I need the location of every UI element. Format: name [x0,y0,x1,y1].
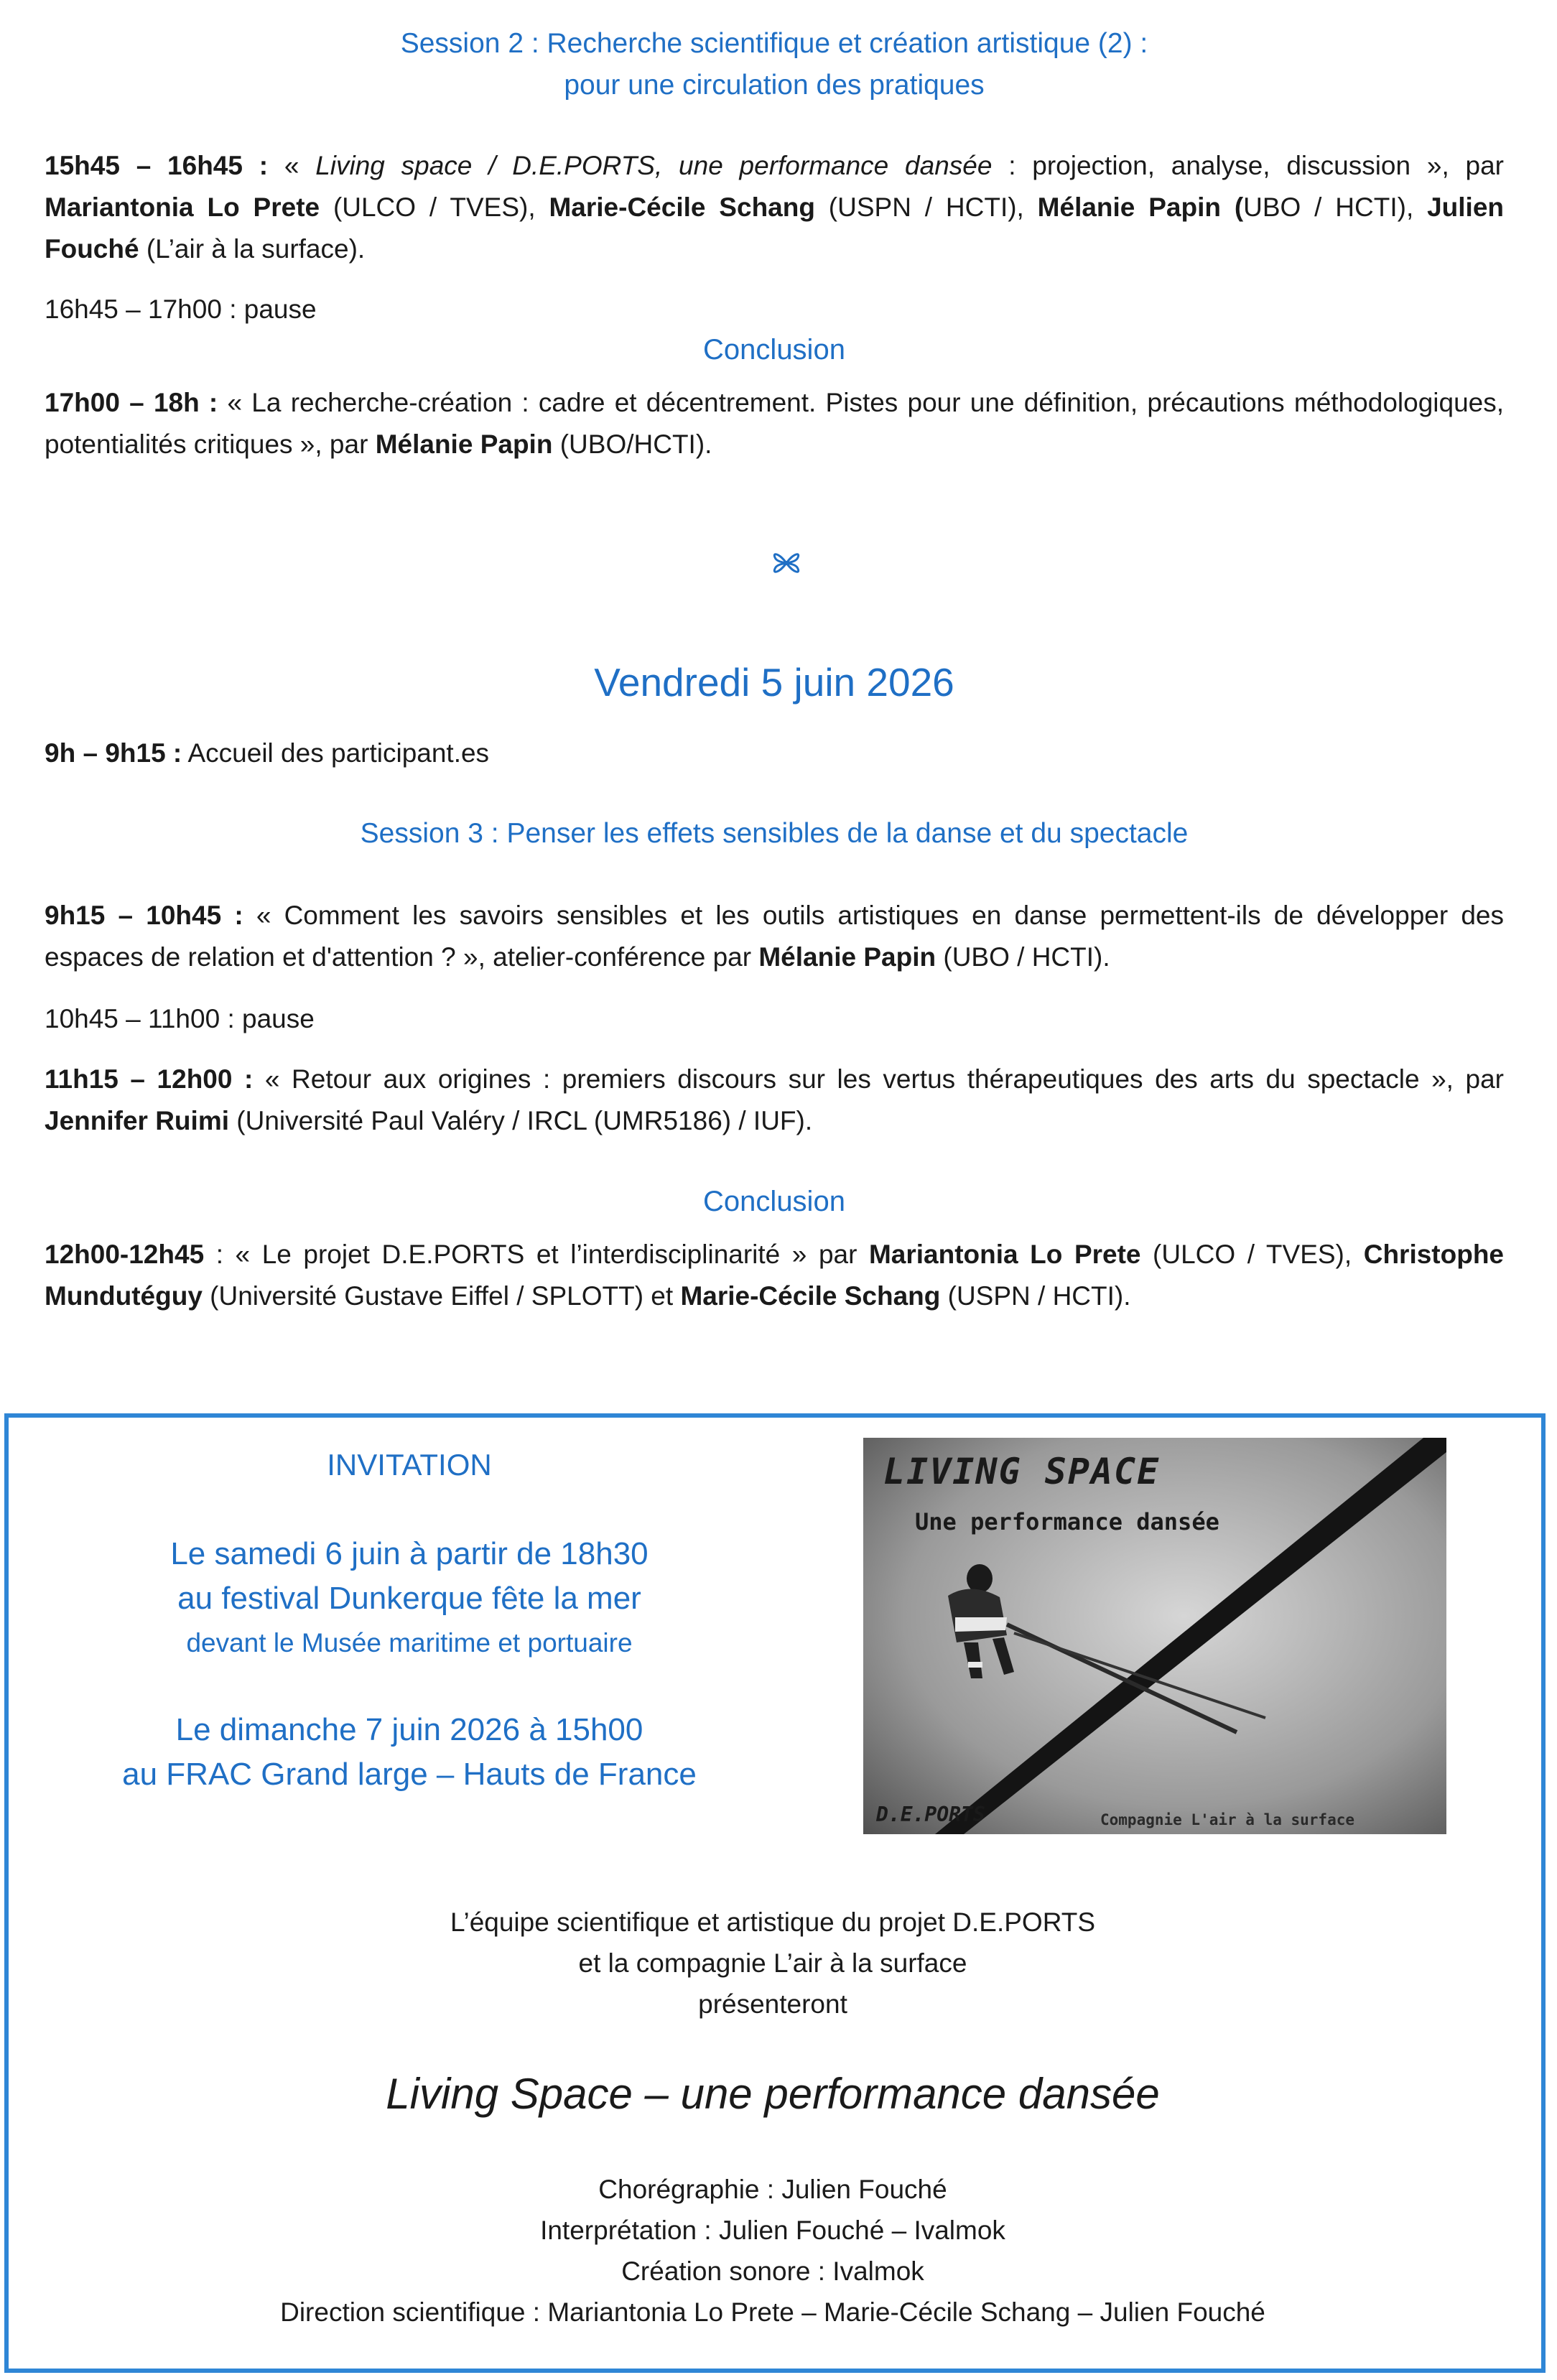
item3-time: 9h15 – 10h45 : [45,901,243,930]
invitation-line1: Le samedi 6 juin à partir de 18h30 [170,1536,649,1571]
poster-caption-right: Compagnie L'air à la surface [1100,1811,1355,1828]
pause-2: 10h45 – 11h00 : pause [45,1004,315,1033]
invitation-heading: INVITATION [327,1448,492,1482]
invitation-line4: Le dimanche 7 juin 2026 à 15h00 [175,1712,643,1747]
conclusion-2-heading: Conclusion [703,1186,845,1217]
session2-title-line2: pour une circulation des pratiques [564,70,985,101]
conclusion-1-heading: Conclusion [703,334,845,366]
show-title: Living Space – une performance dansée [386,2070,1160,2118]
poster-title: LIVING SPACE [883,1451,1161,1492]
conclusion-2-item: 12h00-12h45 : « Le projet D.E.PORTS et l’interdisciplinarité » par Mariantonia Lo Prete (ULCO / TVES), Christophe Mundutéguy (Université Gustave Eiffel / SPLOTT) et Marie-Cécile Schang (USPN / HCTI). [45,1240,1504,1311]
session3-heading: Session 3 : Penser les effets sensibles de la danse et du spectacle [360,818,1189,849]
speaker: Mélanie Papin [375,429,553,459]
welcome-time: 9h – 9h15 : [45,738,182,768]
speaker: Marie-Cécile Schang [680,1281,941,1311]
conclusion-1-item: 17h00 – 18h : « La recherche-création : cadre et décentrement. Pistes pour une définition, précautions méthodologiques, potentialités critiques », par Mélanie Papin (UBO/HCTI). [45,388,1505,459]
invitation-line2: au festival Dunkerque fête la mer [177,1581,641,1616]
speaker: Jennifer Ruimi [45,1106,229,1135]
performance-poster-image [863,1438,1446,1834]
conclusion2-time: 12h00-12h45 [45,1240,205,1269]
program-item-1: 15h45 – 16h45 : « Living space / D.E.PORTS, une performance dansée : projection, analyse, discussion », par Mariantonia Lo Prete (ULCO / TVES), Marie-Cécile Schang (USPN / HCTI), Mélanie Papin (UBO / HCTI), Julien Fouché (L’air à la surface). [45,151,1505,264]
item1-title: Living space / D.E.PORTS, une performance dansée [315,151,993,180]
conclusion1-time: 17h00 – 18h : [45,388,218,417]
program-item-3: 9h15 – 10h45 : « Comment les savoirs sensibles et les outils artistiques en danse permettent-ils de développer des espaces de relation et d'attention ? », atelier-conférence par Mélanie Papin (UBO / HCTI). [45,901,1505,972]
speaker: Julien Fouché [45,192,1505,264]
speaker: Mélanie Papin ( [1037,192,1244,222]
session2-heading [45,23,1504,106]
session2-title-line1: Session 2 : Recherche scientifique et création artistique (2) : [400,28,1148,59]
item4-time: 11h15 – 12h00 : [45,1064,254,1094]
speaker: Mélanie Papin [758,942,936,972]
speaker: Marie-Cécile Schang [549,192,815,222]
invitation-line3: devant le Musée maritime et portuaire [186,1628,633,1658]
day-heading: Vendredi 5 juin 2026 [594,660,954,705]
pause-1: 16h45 – 17h00 : pause [45,294,317,324]
presenters: L’équipe scientifique et artistique du projet D.E.PORTS et la compagnie L’air à la surface présenteront [450,1907,1096,2019]
poster-subtitle: Une performance dansée [915,1508,1219,1535]
invitation-line5: au FRAC Grand large – Hauts de France [122,1757,697,1792]
poster-caption-left: D.E.PORTS [876,1803,985,1826]
welcome-item: 9h – 9h15 : Accueil des participant.es [45,738,490,768]
fleuron-icon [761,547,812,579]
item1-time: 15h45 – 16h45 : [45,151,269,180]
speaker: Christophe Mundutéguy [45,1240,1504,1311]
credits: Chorégraphie : Julien Fouché Interprétation : Julien Fouché – Ivalmok Création sonore : Ivalmok Direction scientifique : Mariantonia Lo Prete – Marie-Cécile Schang – Julien Fouché [280,2175,1265,2327]
program-item-4: 11h15 – 12h00 : « Retour aux origines : premiers discours sur les vertus thérapeutiques des arts du spectacle », par Jennifer Ruimi (Université Paul Valéry / IRCL (UMR5186) / IUF). [45,1064,1504,1135]
speaker: Mariantonia Lo Prete [45,192,320,222]
speaker: Mariantonia Lo Prete [868,1240,1141,1269]
